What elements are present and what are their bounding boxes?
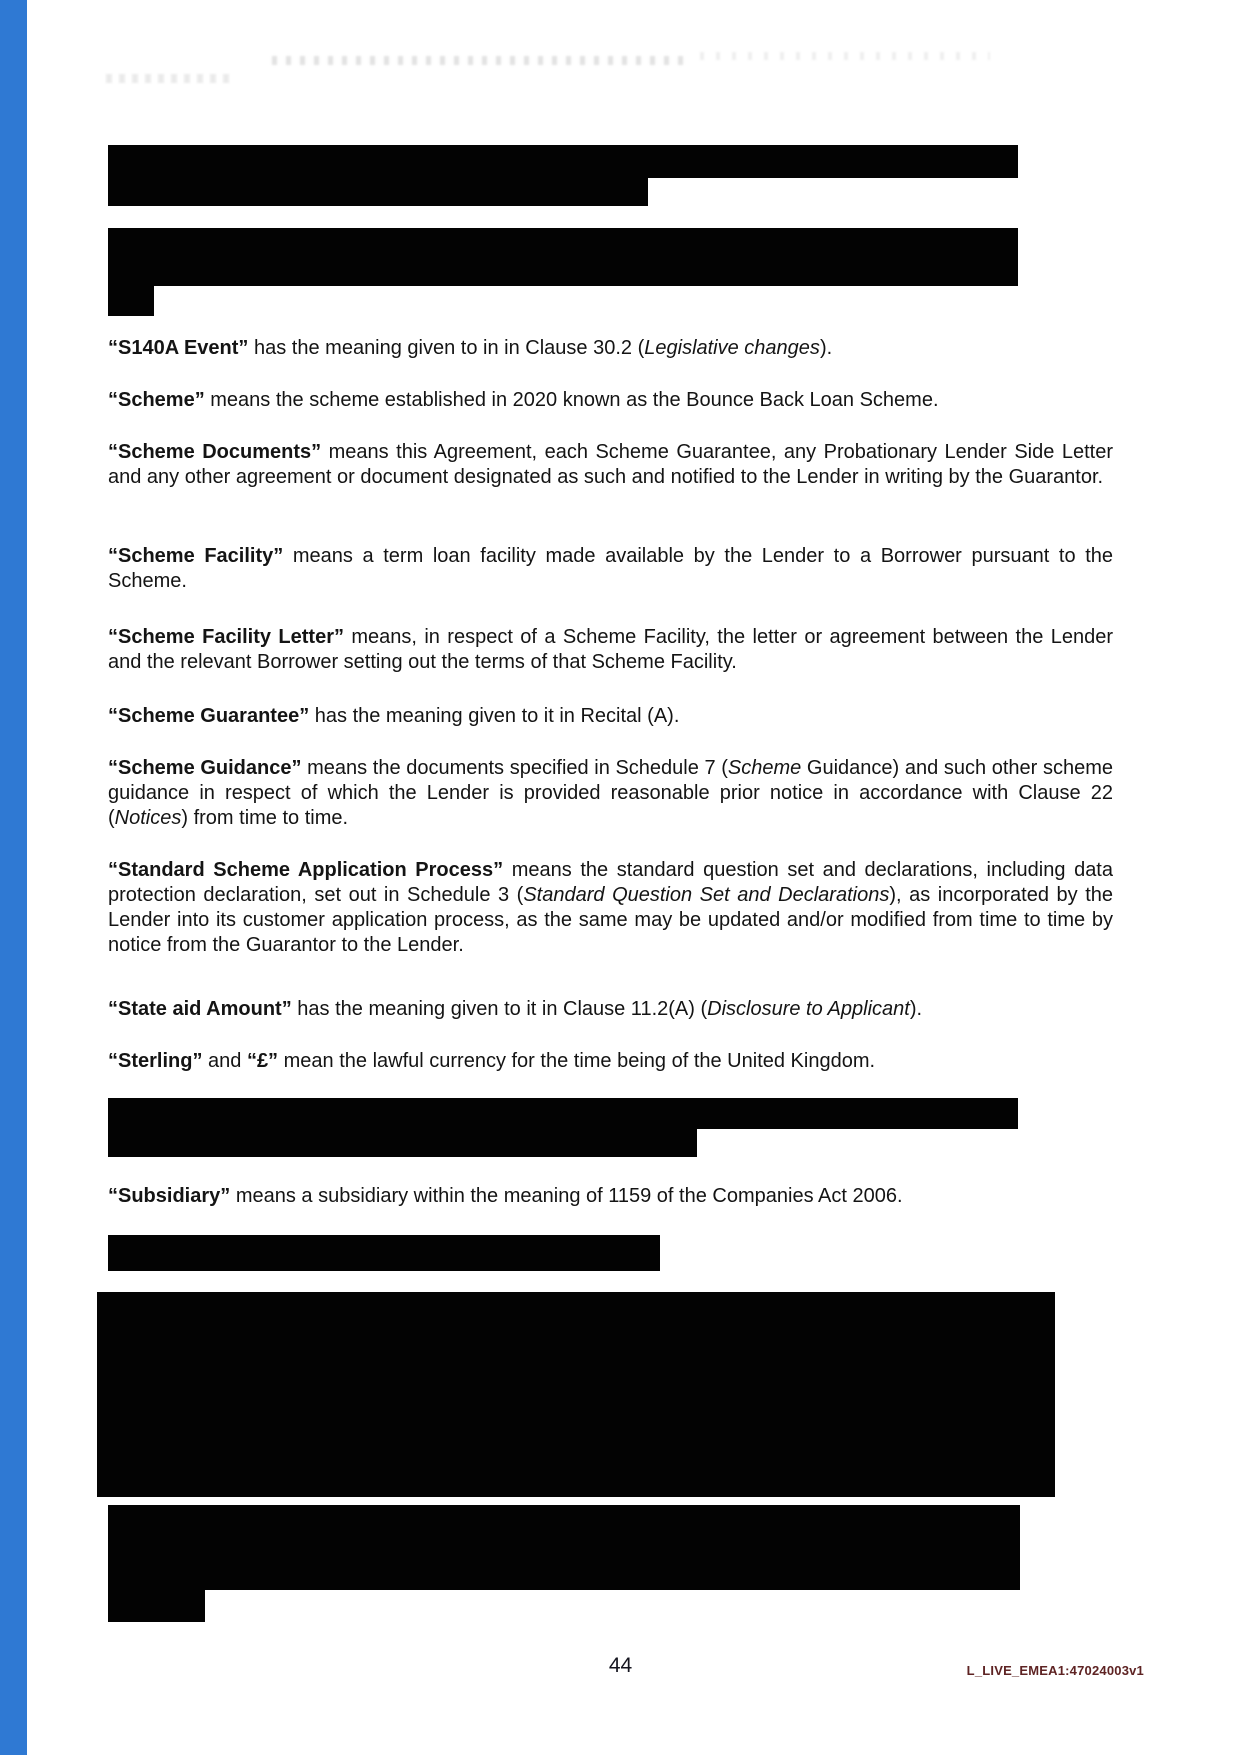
definition-text: and — [202, 1050, 247, 1072]
definition-text: Scheme — [727, 757, 802, 779]
definition-scheme — [108, 388, 1113, 413]
definition-scheme-facility — [108, 544, 1113, 594]
redaction-large-block — [97, 1292, 1055, 1497]
definition-text: ). — [909, 998, 923, 1020]
definition-text: means the scheme established in 2020 known as the Bounce Back Loan Scheme. — [204, 389, 939, 411]
defined-term: “Sterling” — [108, 1050, 203, 1072]
definition-standard-scheme-application-process — [108, 858, 1113, 958]
defined-term: “Scheme Facility” — [108, 545, 284, 567]
definition-text: has the meaning given to it in Recital (A). — [309, 705, 680, 727]
defined-term: “Scheme Facility Letter” — [108, 626, 344, 648]
definition-scheme-guarantee — [108, 704, 1113, 729]
definition-text: ). — [819, 337, 833, 359]
redaction-after-sterling — [108, 1129, 697, 1157]
defined-term: “Scheme Guidance” — [108, 757, 302, 779]
definition-scheme-documents — [108, 440, 1113, 490]
redaction-top-block-2 — [108, 286, 154, 316]
defined-term: “£” — [246, 1050, 279, 1072]
redaction-after-subsidiary — [108, 1235, 660, 1271]
scan-artifact — [106, 74, 236, 83]
defined-term: “Subsidiary” — [108, 1185, 231, 1207]
defined-term: “Standard Scheme Application Process” — [108, 859, 504, 881]
defined-term: “State aid Amount” — [108, 998, 292, 1020]
definition-s140a-event — [108, 336, 1113, 361]
definition-text: Guidance) and such other scheme guidance in respect of which the Lender is provided reasonable prior notice in accordance with Clause 22 ( — [108, 757, 1113, 829]
redaction-bottom-block — [108, 1590, 205, 1622]
redaction-after-sterling — [108, 1098, 1018, 1129]
definition-text: means a subsidiary within the meaning of 1159 of the Companies Act 2006. — [230, 1185, 903, 1207]
definition-text: ), as incorporated by the Lender into its customer application process, as the same may be updated and/or modified from time to time by notice from the Guarantor to the Lender. — [108, 884, 1114, 956]
definition-text: means the documents specified in Schedule 7 ( — [301, 757, 728, 779]
scanner-edge-strip — [0, 0, 27, 1755]
page-number: 44 — [608, 1654, 633, 1677]
definition-scheme-guidance — [108, 756, 1113, 831]
definition-scheme-facility-letter — [108, 625, 1113, 675]
defined-term: “S140A Event” — [108, 337, 249, 359]
definition-sterling — [108, 1049, 1113, 1074]
definition-subsidiary — [108, 1184, 1113, 1209]
definition-text: mean the lawful currency for the time being of the United Kingdom. — [278, 1050, 876, 1072]
definition-text: Legislative changes — [644, 337, 820, 359]
definition-text: ) from time to time. — [181, 807, 349, 829]
definition-state-aid-amount — [108, 997, 1113, 1022]
document-reference: L_LIVE_EMEA1:47024003v1 — [966, 1663, 1144, 1678]
defined-term: “Scheme” — [108, 389, 205, 411]
scan-artifact — [700, 52, 990, 60]
redaction-top-block-2 — [108, 228, 1018, 286]
definition-text: means this Agreement, each Scheme Guarantee, any Probationary Lender Side Letter and any other agreement or document designated as such and notified to the Lender in writing by the Guarantor. — [108, 441, 1113, 488]
definition-text: means the standard question set and declarations, including data protection declaration, set out in Schedule 3 ( — [108, 859, 1113, 906]
definition-text: has the meaning given to in in Clause 30.2 ( — [248, 337, 645, 359]
definition-text: means, in respect of a Scheme Facility, the letter or agreement between the Lender and the relevant Borrower setting out the terms of that Scheme Facility. — [108, 626, 1114, 673]
definition-text: has the meaning given to it in Clause 11.2(A) ( — [291, 998, 708, 1020]
definition-text: Notices — [114, 807, 182, 829]
redaction-bottom-block — [108, 1505, 1020, 1590]
scan-artifact — [272, 56, 692, 65]
definition-text: Standard Question Set and Declarations — [523, 884, 890, 906]
defined-term: “Scheme Guarantee” — [108, 705, 310, 727]
redaction-top-block-1 — [108, 145, 1018, 178]
definition-text: Disclosure to Applicant — [707, 998, 910, 1020]
defined-term: “Scheme Documents” — [108, 441, 322, 463]
redaction-top-block-1 — [108, 178, 648, 206]
definition-text: means a term loan facility made available by the Lender to a Borrower pursuant to the Scheme. — [108, 545, 1113, 592]
